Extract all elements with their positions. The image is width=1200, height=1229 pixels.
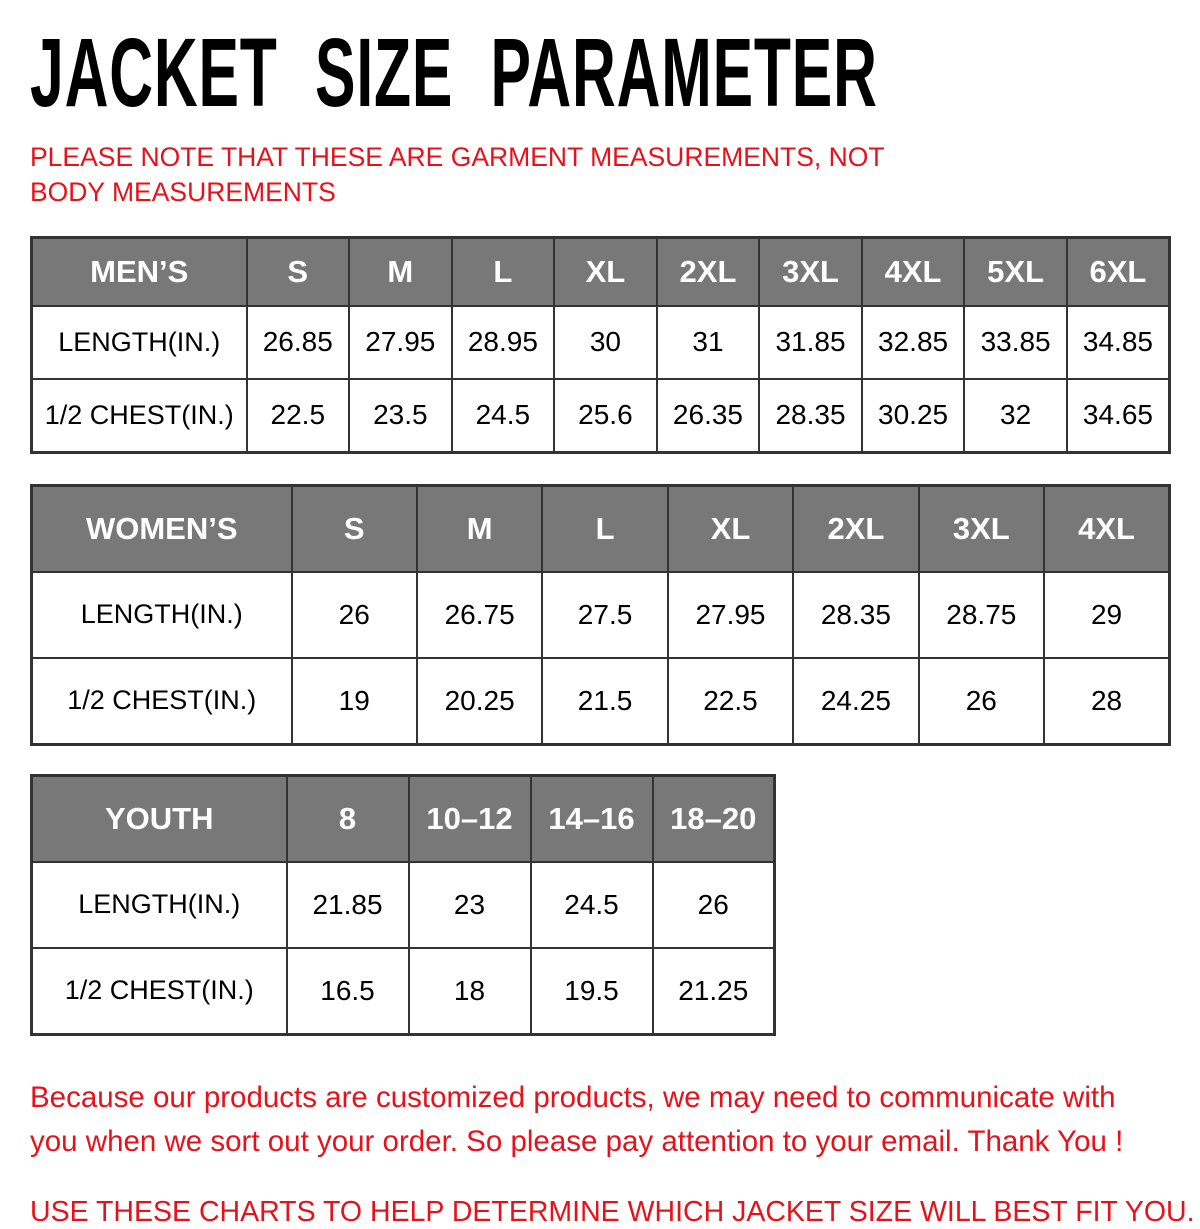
size-header-cell: 4XL [862,237,965,306]
measurement-cell: 19.5 [531,948,653,1035]
row-label: LENGTH(IN.) [32,572,292,658]
size-header-cell: XL [554,237,657,306]
row-label: 1/2 CHEST(IN.) [32,658,292,745]
measurement-cell: 28.35 [759,379,862,453]
measurement-cell: 26 [919,658,1044,745]
measurement-cell: 23 [409,862,531,948]
customization-notice: Because our products are customized products, we may need to communicate with you when we sort out your order. So please pay attention to your email. Thank You ! [30,1080,1124,1159]
measurement-cell: 29 [1044,572,1169,658]
youth-chest-row [32,948,775,1035]
measurement-cell: 23.5 [349,379,452,453]
measurement-cell: 31.85 [759,306,862,379]
page-title [30,17,1170,127]
measurement-cell: 34.65 [1067,379,1170,453]
measurement-cell: 28.95 [452,306,555,379]
measurement-cell: 26 [653,862,775,948]
womens-header-row [32,485,1170,572]
mens-length-row [32,306,1170,379]
youth-header-row [32,775,775,862]
size-header-cell: L [452,237,555,306]
mens-table-title: MEN’S [32,237,247,306]
youth-size-table [30,774,776,1036]
measurement-cell: 33.85 [964,306,1067,379]
size-header-cell: 8 [287,775,409,862]
size-header-cell: L [542,485,667,572]
measurement-cell: 26.75 [417,572,542,658]
measurement-cell: 27.5 [542,572,667,658]
measurement-cell: 25.6 [554,379,657,453]
measurement-cell: 18 [409,948,531,1035]
size-header-cell: 5XL [964,237,1067,306]
measurement-cell: 16.5 [287,948,409,1035]
measurement-cell: 21.25 [653,948,775,1035]
measurement-cell: 26.35 [657,379,760,453]
measurement-cell: 28.75 [919,572,1044,658]
size-header-cell: M [417,485,542,572]
measurement-cell: 24.5 [452,379,555,453]
size-header-cell: 2XL [657,237,760,306]
measurement-cell: 28.35 [793,572,918,658]
size-header-cell: 3XL [759,237,862,306]
page-title-text: JACKET SIZE PARAMETER [30,17,878,127]
row-label: LENGTH(IN.) [32,306,247,379]
mens-header-row [32,237,1170,306]
measurement-cell: 20.25 [417,658,542,745]
size-header-cell: 2XL [793,485,918,572]
measurement-cell: 21.5 [542,658,667,745]
size-header-cell: 4XL [1044,485,1169,572]
size-header-cell: 18–20 [653,775,775,862]
measurement-cell: 28 [1044,658,1169,745]
mens-chest-row [32,379,1170,453]
youth-table-title: YOUTH [32,775,287,862]
measurement-cell: 32 [964,379,1067,453]
size-header-cell: 3XL [919,485,1044,572]
womens-size-table [30,484,1171,746]
measurement-cell: 19 [292,658,417,745]
measurement-cell: 27.95 [668,572,793,658]
measurement-cell: 34.85 [1067,306,1170,379]
size-header-cell: S [292,485,417,572]
measurement-cell: 22.5 [668,658,793,745]
row-label: 1/2 CHEST(IN.) [32,948,287,1035]
womens-table-title: WOMEN’S [32,485,292,572]
size-header-cell: 14–16 [531,775,653,862]
measurement-cell: 21.85 [287,862,409,948]
measurement-cell: 22.5 [247,379,350,453]
size-header-cell: XL [668,485,793,572]
womens-chest-row [32,658,1170,745]
row-label: LENGTH(IN.) [32,862,287,948]
measurement-cell: 26 [292,572,417,658]
measurement-cell: 24.25 [793,658,918,745]
measurement-cell: 30 [554,306,657,379]
measurement-cell: 31 [657,306,760,379]
womens-length-row [32,572,1170,658]
size-header-cell: 10–12 [409,775,531,862]
chart-usage-note: USE THESE CHARTS TO HELP DETERMINE WHICH JACKET SIZE WILL BEST FIT YOU. [30,1196,1195,1229]
mens-size-table [30,236,1171,454]
measurement-cell: 24.5 [531,862,653,948]
size-header-cell: M [349,237,452,306]
measurement-cell: 30.25 [862,379,965,453]
size-header-cell: 6XL [1067,237,1170,306]
measurement-cell: 26.85 [247,306,350,379]
youth-length-row [32,862,775,948]
row-label: 1/2 CHEST(IN.) [32,379,247,453]
measurement-cell: 27.95 [349,306,452,379]
garment-measurement-note: PLEASE NOTE THAT THESE ARE GARMENT MEASUREMENTS, NOT BODY MEASUREMENTS [30,142,885,207]
size-header-cell: S [247,237,350,306]
measurement-cell: 32.85 [862,306,965,379]
